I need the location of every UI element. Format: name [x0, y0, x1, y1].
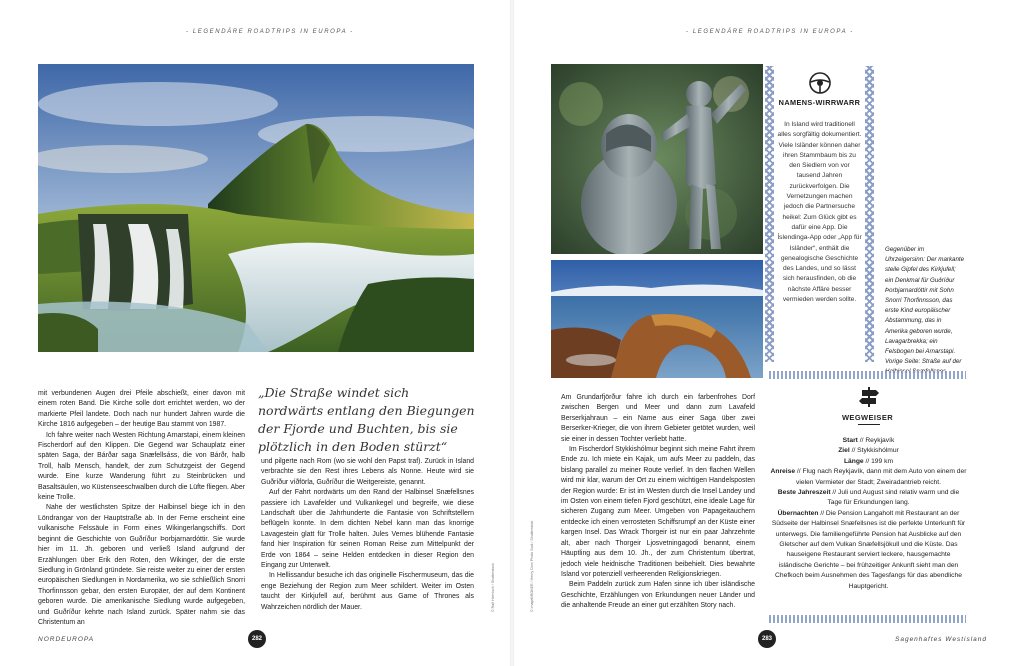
- info-line-uebernachten: Übernachten // Die Pension Langaholt mit Restaurant an der Südseite der Halbinsel Snæfellsnes ist die perfekte Unterkunft für unterwegs. Die familiengeführte Pension hat Ausblicke auf den Gletscher auf dem Vulkan Snæfellsjökull und die Küste. Das hauseigene Restaurant serviert leckere, hausgemachte isländische Gerichte – bei frühzeitiger Ankunft sieht man den Chefkoch beim Ausnehmen des Tagesfangs für das abendliche Hauptgericht.: [771, 509, 966, 590]
- gutter: [510, 0, 514, 666]
- info-line-anreise: Anreise // Flug nach Reykjavík, dann mit dem Auto von einem der vielen Vermieter der Stadt; Zweiradantrieb reicht.: [770, 468, 967, 486]
- info-line-start: Start // Reykjavík: [842, 437, 895, 444]
- statue-photo: [551, 64, 763, 254]
- box-inner: [777, 66, 862, 362]
- paragraph: Auf der Fahrt nordwärts um den Rand der Halbinsel Snæfellsnes passiere ich Lavafelder und Vulkankegel und begreife, wie diese Landschaft über die Jahrhunderte die Fantasie von Schriftstellern beflügeln konnte. In dem dichten Nebel kann man das knorrige Lavagestein glatt für Trolle halten. Jules Vernes blühende Fantasie fand hier Inspiration für seinen Roman Reise zum Mittelpunkt der Erde von 1864 – seine Helden entdecken in dieser Region den Eingang zur Unterwelt.: [261, 489, 474, 570]
- wegweiser-title: WEGWEISER: [841, 413, 894, 422]
- box-title: NAMENS-WIRRWARR: [778, 98, 861, 107]
- page-number-right: 283: [758, 630, 776, 648]
- arnarstapi-arch-photo: [551, 260, 763, 378]
- paragraph: und pilgerte nach Rom (wo sie wohl den Papst traf). Zurück in Island verbrachte sie den Rest ihres Lebens als Nonne. Heute wird sie Guðríður víðförla, Guðríður die Weitgereiste, genannt.: [261, 458, 474, 486]
- right-column-1: [561, 393, 755, 612]
- paragraph: In Hellissandur besuche ich das originelle Fischermuseum, das die enge Beziehung der Region zum Meer schildert. Weiter im Osten taucht der Kirkjufell auf, berühmt aus Game of Thrones als Wahrzeichen nördlich der Mauer.: [261, 572, 474, 611]
- left-column-2: [261, 457, 474, 613]
- box-body: In Island wird traditionell alles sorgfältig dokumentiert. Viele Isländer können daher ihren Stammbaum bis zu den Siedlern von vor tausend Jahren zurückverfolgen. Die Vernetzungen machen jedoch die Partnersuche heikel: Zum Glück gibt es dafür eine App. Die Íslendinga-App oder „App für Isländer“, enthält die genealogische Geschichte des Landes, und so lässt sich herausfinden, ob die nächste Affäre besser vermieden werden sollte.: [777, 121, 862, 304]
- signpost-icon: [858, 386, 880, 408]
- kirkjufell-photo: [38, 64, 474, 352]
- stripe-bottom: [769, 615, 966, 623]
- paragraph: Nahe der westlichsten Spitze der Halbinsel biege ich in den Löndrangar von der Hauptstraße ab. In der Ferne erscheint eine vulkanische Felssäule in Form eines Wikingerlangschiffs. Dort beginnt die Geschichte von Guðríður Þorbjarnardóttir. Sie wurde hier im 11. Jh. geboren und verließ Island aufgrund der Erzählungen über Erik den Roten, den Wikinger, der die erste Siedlung in Grönland gründete. Sie reiste weiter zu einer der ersten europäischen Siedlungen in Nordamerika, wo sie schließlich Snorri Thorfinnsson gebar, den ersten Europäer, der auf dem Kontinent geboren wurde. Die amerikanische Siedlung wurde aufgegeben, und Guðríður kehrte nach Island zurück. Später nahm sie das Christentum an: [38, 504, 245, 626]
- photo-credit-right: © imageBROKER / Henry Don/ Photo Scot / Shutterstock: [530, 520, 534, 612]
- page-number-left: 282: [248, 630, 266, 648]
- title-rule: [858, 424, 880, 425]
- folio-right: Sagenhaftes Westisland: [895, 636, 987, 643]
- box-pattern-right: [865, 66, 874, 362]
- wegweiser-list: [770, 436, 967, 592]
- pull-quote: „Die Straße windet sich nordwärts entlang den Biegungen der Fjorde und Buchten, bis sie plötzlich in den Boden stürzt“: [258, 385, 475, 454]
- paragraph: Ich fahre weiter nach Westen Richtung Arnarstapi, einem kleinen Fischerdorf auf den Klippen. Die Gegend war Schauplatz einer späten Saga, der Bárðar saga Snæfellsáss, die von Bárðr, halb Troll, halb Mensch, handelt, der zum Schutzgeist der Gegend wurde. Eine kurze Wanderung führt zu Steinbrücken und Basaltsäulen, wo Küstenseeschwalben durch die Lüfte fliegen. Aber keine Trolle.: [38, 431, 245, 502]
- left-column-1: [38, 389, 245, 628]
- info-line-ziel: Ziel // Stykkishólmur: [838, 447, 899, 455]
- photo-credit-left: © Ralf Hiemisch / Shutterstock: [491, 563, 495, 612]
- paragraph: mit verbundenen Augen drei Pfeile abschießt, einer davon mit einem roten Band. Die Kirche solle dort errichtet werden, wo der markierte Pfeil landete. Doch nach nur hundert Jahren wurde die Kirche 1816 aufgegeben – der heutige Bau stammt von 1987.: [38, 390, 245, 429]
- namens-wirrwarr-box: [765, 66, 874, 362]
- info-line-beste-jahreszeit: Beste Jahreszeit // Juli und August sind relativ warm und die Tage für Erkundungen lang.: [777, 489, 960, 507]
- box-pattern-left: [765, 66, 774, 362]
- folio-left: NORDEUROPA: [38, 636, 95, 643]
- stripe-top: [769, 371, 966, 379]
- steering-wheel-icon: [809, 72, 831, 94]
- photo-caption: Gegenüber im Uhrzeigersinn: Der markante steile Gipfel des Kirkjufell; ein Denkmal für Guðríður Þorbjarnardóttir mit Sohn Snorri Thorfinnsson, das erste Kind europäischer Abstammung, das in Amerika geboren wurde, Lavagarbrekka; ein Felsbogen bei Arnarstapi. Vorige Seite: Straße auf der: [885, 246, 965, 366]
- paragraph: Im Fischerdorf Stykkishólmur beginnt sich meine Fahrt ihrem Ende zu. Ich miete ein Kajak, um aufs Meer zu paddeln, das bislang parallel zu meiner Route verlief. In den flachen Wellen wird mir klar, warum der Ort zu einem wichtigen Handelsposten der Region wurde: Er ist im Westen durch die Insel Landey und im Osten von einem tiefen Fjord geschützt, eine ideale Lage für sicheren Zugang zum Meer. Umgeben von Papageitauchern entdecke ich einen verrosteten Schiffsrumpf an der Küste einer kargen Insel. Das Wrack Thorgeir ist nur ein paar Jahrzehnte alt, aber nach Thorgeir Ljosvetningagodi benannt, einem Häuptling aus dem 10. Jh., der zum Christentum übertrat, jedoch viele heidnische Traditionen beibehielt. Dies bewahrte Island vor potenziell verheerenden Religionskriegen.: [561, 446, 755, 578]
- paragraph: Am Grundarfjörður fahre ich durch ein farbenfrohes Dorf zwischen Bergen und Meer und dann zum Lavafeld Berserkjahraun – ein Name aus einer Saga über zwei Berserker-Krieger, die von ihrem Gebieter getötet wurden, weil sie einer in dessen Tochter verliebt hatte.: [561, 394, 755, 443]
- paragraph: Beim Paddeln zurück zum Hafen sinne ich über isländische Geschichte, Erzählungen von Erkundungen neuer Länder und die anhaltende Freude an einer gut erzählten Story nach.: [561, 581, 755, 610]
- running-head-right: - LEGENDÄRE ROADTRIPS IN EUROPA -: [686, 29, 854, 35]
- running-head-left: - LEGENDÄRE ROADTRIPS IN EUROPA -: [186, 29, 354, 35]
- info-line-laenge: Länge // 199 km: [843, 457, 894, 465]
